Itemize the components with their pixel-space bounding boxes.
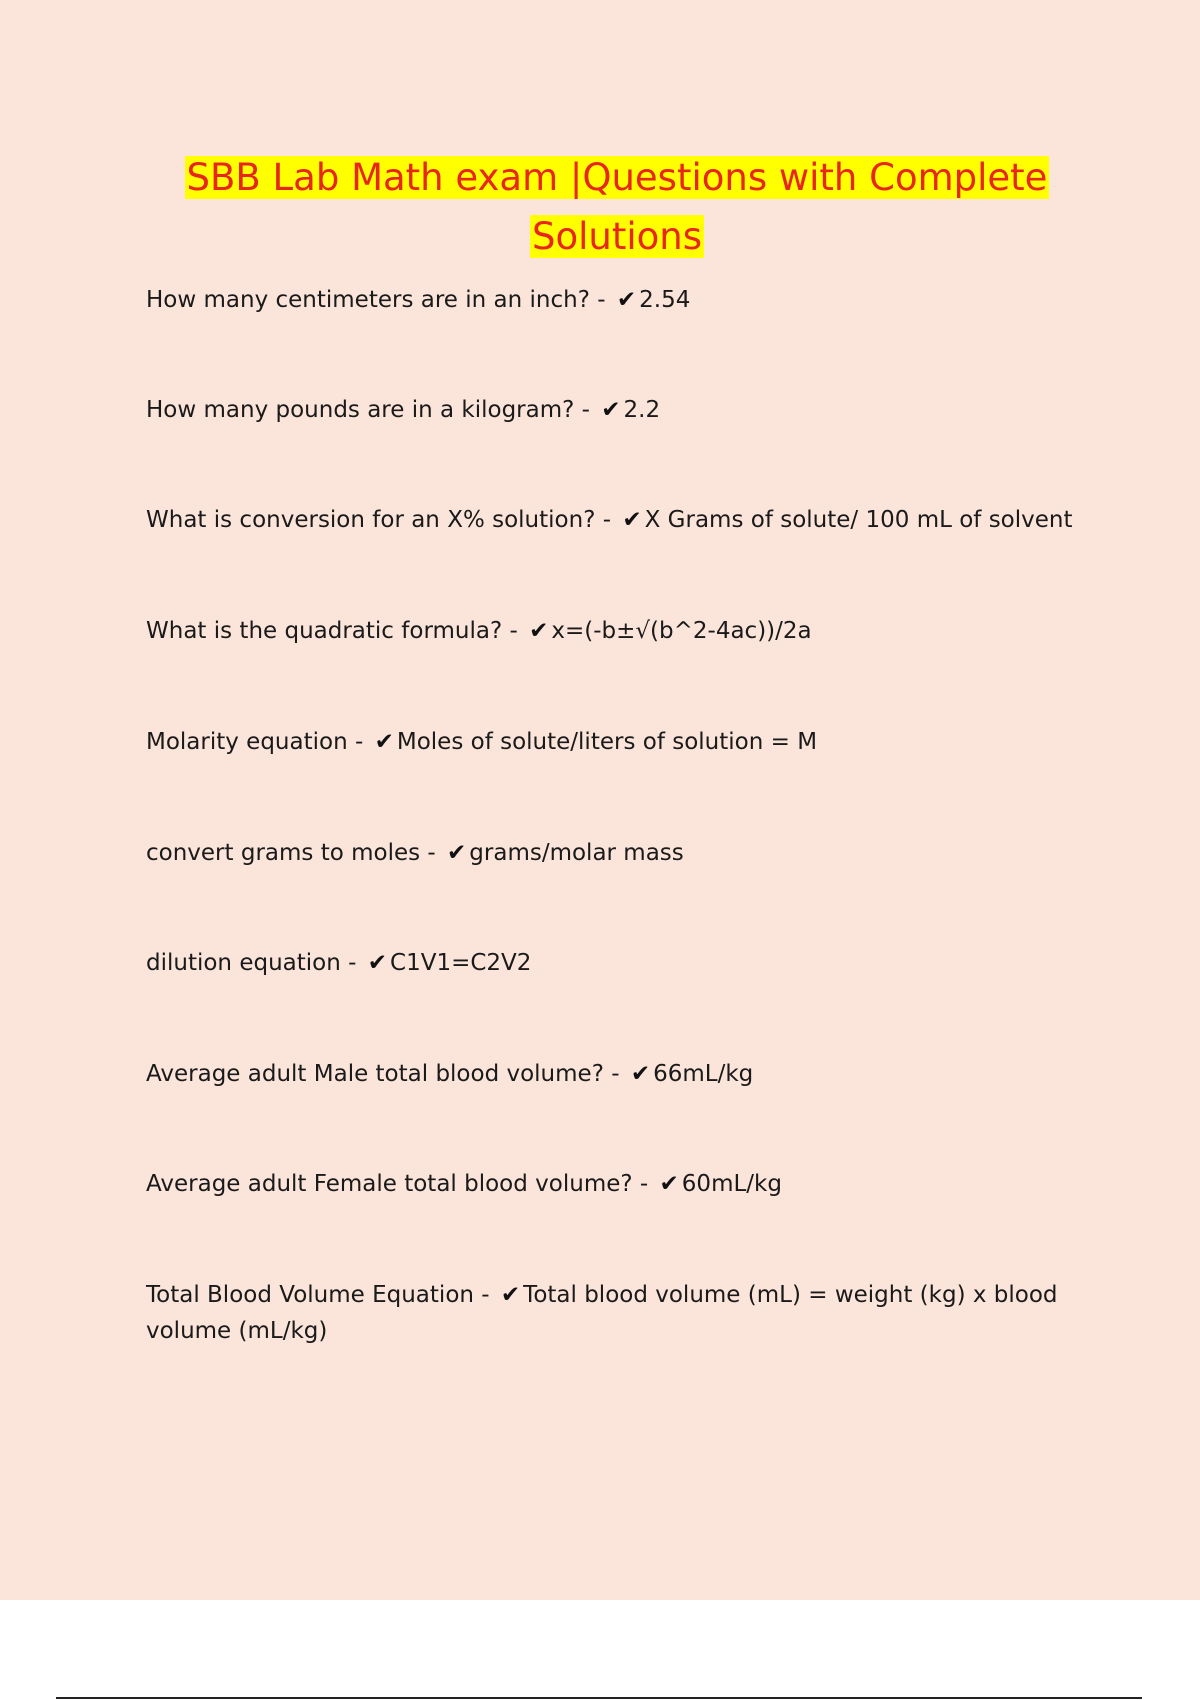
check-mark-icon: ✔ bbox=[529, 618, 549, 644]
qa-item bbox=[146, 1056, 1096, 1092]
check-mark-icon: ✔ bbox=[616, 287, 637, 313]
question-text: dilution equation - bbox=[146, 950, 357, 976]
answer-text: 2.54 bbox=[639, 287, 691, 313]
question-text: How many centimeters are in an inch? - bbox=[146, 287, 606, 313]
document-title bbox=[0, 148, 1200, 266]
answer-text: x=(-b±√(b^2-4ac))/2a bbox=[551, 618, 812, 644]
footer-divider bbox=[56, 1697, 1142, 1699]
check-mark-icon: ✔ bbox=[601, 397, 621, 423]
answer-text: C1V1=C2V2 bbox=[390, 950, 532, 976]
question-text: What is conversion for an X% solution? - bbox=[146, 507, 612, 533]
qa-item bbox=[146, 613, 1096, 649]
question-text: Average adult Female total blood volume? - bbox=[146, 1171, 649, 1197]
qa-item bbox=[146, 1166, 1096, 1202]
title-line-2: Solutions bbox=[531, 215, 702, 258]
qa-item bbox=[146, 392, 1096, 428]
qa-item bbox=[146, 945, 1096, 981]
question-text: Average adult Male total blood volume? - bbox=[146, 1061, 620, 1087]
answer-text: 60mL/kg bbox=[681, 1171, 782, 1197]
qa-item bbox=[146, 282, 1096, 318]
check-mark-icon: ✔ bbox=[367, 950, 388, 976]
qa-item bbox=[146, 835, 1096, 871]
check-mark-icon: ✔ bbox=[622, 507, 642, 533]
question-text: How many pounds are in a kilogram? - bbox=[146, 397, 590, 423]
title-line-1: SBB Lab Math exam |Questions with Complete bbox=[186, 156, 1048, 199]
question-text: Total Blood Volume Equation - bbox=[146, 1282, 490, 1308]
qa-item bbox=[146, 1277, 1096, 1349]
question-text: Molarity equation - bbox=[146, 729, 364, 755]
page-footer bbox=[0, 1600, 1200, 1700]
question-text: convert grams to moles - bbox=[146, 840, 436, 866]
answer-text: Total blood volume (mL) = weight (kg) x blood volume (mL/kg) bbox=[146, 1282, 1058, 1344]
qa-item bbox=[146, 502, 1096, 538]
answer-text: Moles of solute/liters of solution = M bbox=[396, 729, 818, 755]
check-mark-icon: ✔ bbox=[500, 1282, 521, 1308]
answer-text: 66mL/kg bbox=[653, 1061, 754, 1087]
answer-text: 2.2 bbox=[623, 397, 661, 423]
qa-item bbox=[146, 724, 1096, 760]
check-mark-icon: ✔ bbox=[447, 840, 467, 866]
check-mark-icon: ✔ bbox=[374, 729, 394, 755]
check-mark-icon: ✔ bbox=[630, 1061, 651, 1087]
answer-text: grams/molar mass bbox=[469, 840, 684, 866]
check-mark-icon: ✔ bbox=[659, 1171, 679, 1197]
answer-text: X Grams of solute/ 100 mL of solvent bbox=[644, 507, 1073, 533]
question-text: What is the quadratic formula? - bbox=[146, 618, 518, 644]
